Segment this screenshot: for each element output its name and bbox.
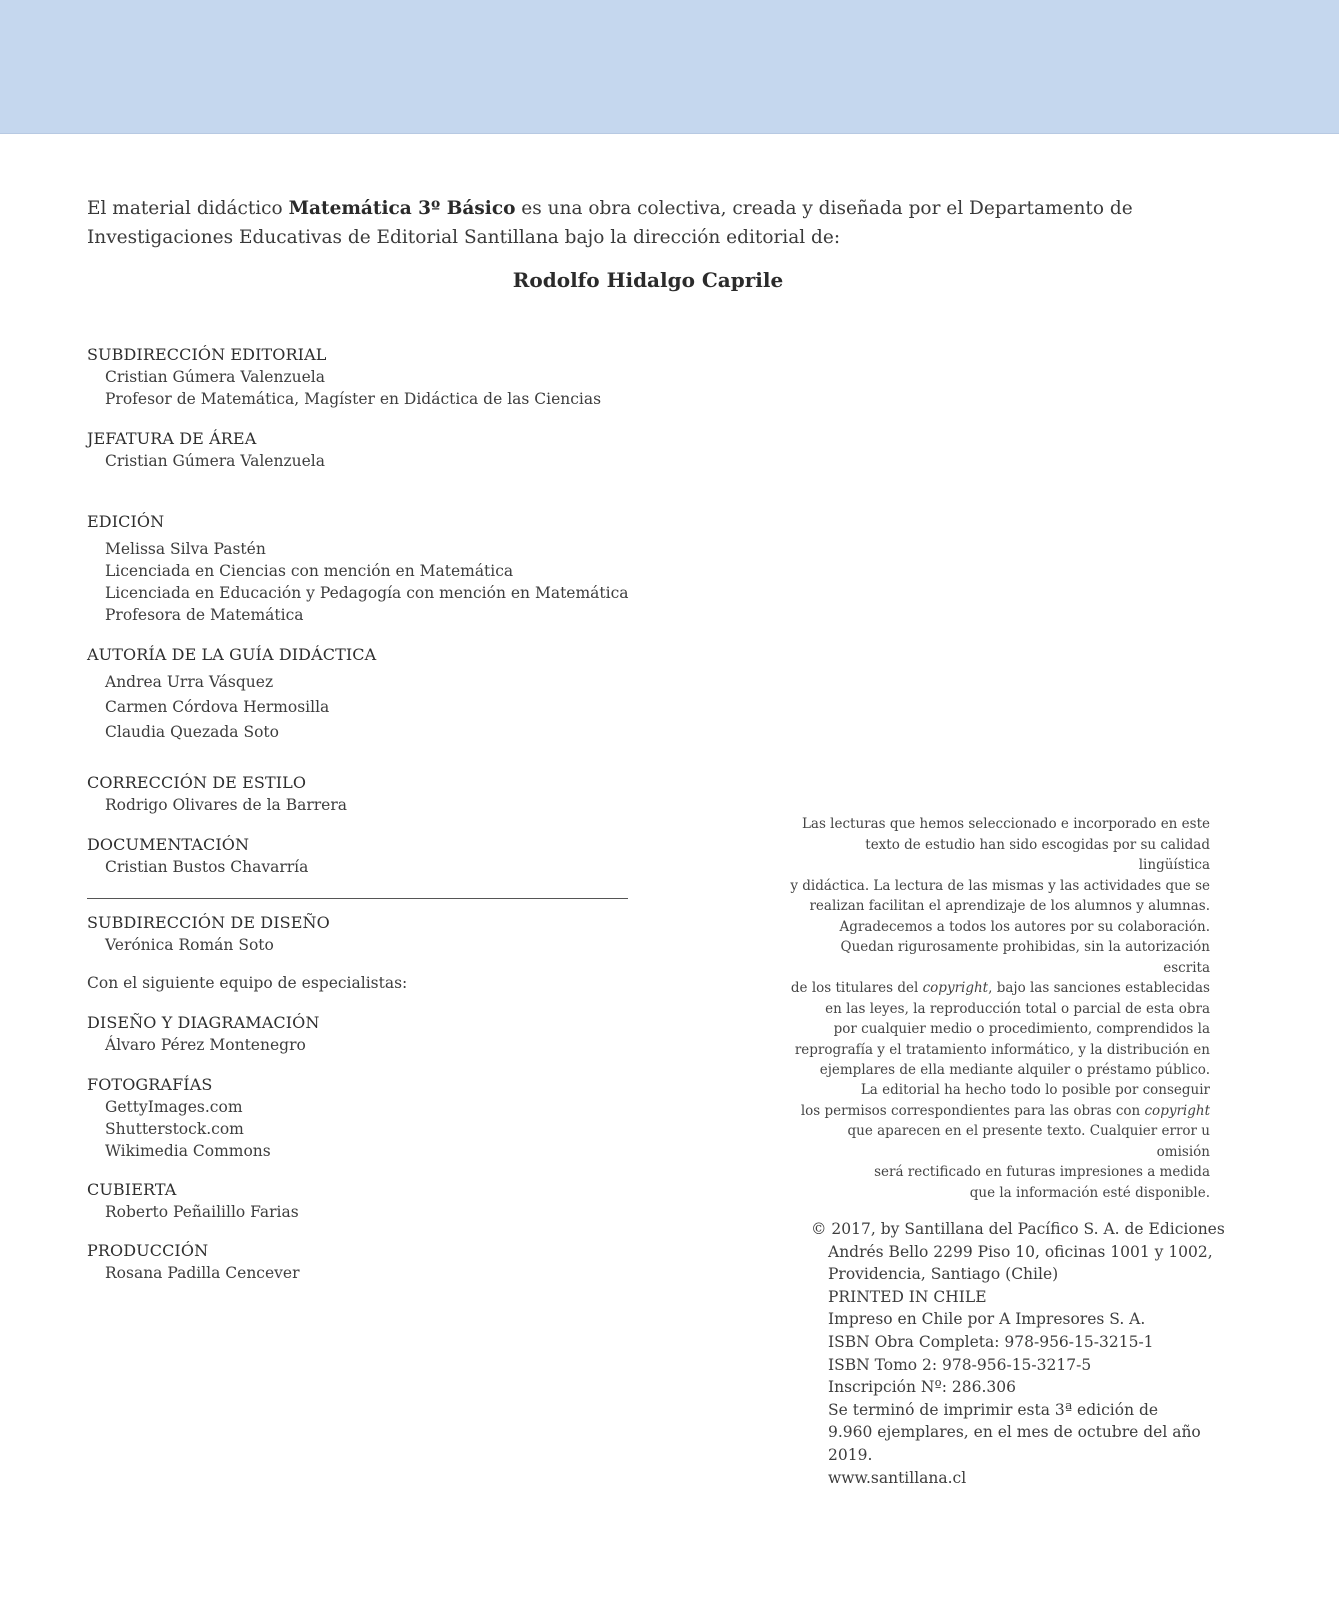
credit-line: Profesor de Matemática, Magíster en Didáctica de las Ciencias <box>105 390 602 408</box>
credit-edicion <box>87 511 647 626</box>
colophon-line: ISBN Tomo 2: 978-956-15-3217-5 <box>828 1355 1092 1374</box>
credit-fotografias <box>87 1074 647 1162</box>
credit-subdireccion-editorial <box>87 344 647 410</box>
colophon-line: 9.960 ejemplares, en el mes de octubre del año 2019. <box>828 1423 1201 1464</box>
legal-line: realizan facilitan el aprendizaje de los alumnos y alumnas. <box>809 898 1210 914</box>
credit-line: Licenciada en Educación y Pedagogía con mención en Matemática <box>105 584 629 602</box>
legal-line: Agradecemos a todos los autores por su colaboración. <box>839 918 1210 935</box>
legal-line <box>790 1101 1210 1122</box>
website-link[interactable]: www.santillana.cl <box>828 1468 967 1487</box>
section-title: PRODUCCIÓN <box>87 1241 209 1260</box>
credit-line: Cristian Bustos Chavarría <box>105 858 309 876</box>
credit-line: Shutterstock.com <box>105 1120 244 1138</box>
credit-line: Verónica Román Soto <box>105 936 274 954</box>
credit-documentacion <box>87 834 647 878</box>
credit-correccion <box>87 772 647 816</box>
legal-line: será rectificado en futuras impresiones a medida <box>874 1164 1210 1180</box>
credit-line: Carmen Córdova Hermosilla <box>105 698 330 716</box>
specialists-note: Con el siguiente equipo de especialistas: <box>87 974 408 992</box>
legal-line: Quedan rigurosamente prohibidas, sin la autorización escrita <box>840 939 1210 976</box>
legal-line: y didáctica. La lectura de las mismas y las actividades que se <box>790 877 1210 894</box>
colophon-line: Andrés Bello 2299 Piso 10, oficinas 1001 y 1002, <box>828 1242 1213 1261</box>
credit-line: Rodrigo Olivares de la Barrera <box>105 796 347 814</box>
colophon-line: PRINTED IN CHILE <box>828 1287 987 1306</box>
legal-line: reprografía y el tratamiento informático, y la distribución en <box>794 1041 1210 1058</box>
section-title: EDICIÓN <box>87 512 165 531</box>
colophon-line: Impreso en Chile por A Impresores S. A. <box>828 1310 1146 1329</box>
book-title: Matemática 3º Básico <box>288 198 516 219</box>
section-title: SUBDIRECCIÓN EDITORIAL <box>87 345 327 364</box>
legal-line <box>790 978 1210 999</box>
section-title: CORRECCIÓN DE ESTILO <box>87 773 307 792</box>
legal-fragment: los permisos correspondientes para las obras con <box>800 1102 1145 1119</box>
legal-fragment: de los titulares del <box>790 980 923 996</box>
legal-italic-term: copyright <box>1144 1102 1210 1119</box>
colophon <box>811 1218 1231 1489</box>
section-title: CUBIERTA <box>87 1180 177 1199</box>
section-title: AUTORÍA DE LA GUÍA DIDÁCTICA <box>87 645 377 664</box>
legal-fragment: , bajo las sanciones establecidas <box>988 980 1210 996</box>
credit-line: Licenciada en Ciencias con mención en Matemática <box>105 562 514 580</box>
legal-copyright-notice <box>790 937 1210 1081</box>
section-title: SUBDIRECCIÓN DE DISEÑO <box>87 913 330 932</box>
credit-line: Profesora de Matemática <box>105 606 304 624</box>
legal-line: que la información esté disponible. <box>969 1184 1210 1201</box>
header-band <box>0 0 1339 134</box>
credit-line: Claudia Quezada Soto <box>105 723 279 741</box>
section-title: FOTOGRAFÍAS <box>87 1075 213 1094</box>
colophon-line: Se terminó de imprimir esta 3ª edición de <box>828 1400 1159 1419</box>
legal-readings-notice <box>790 814 1210 937</box>
legal-line: Las lecturas que hemos seleccionado e incorporado en este <box>801 816 1210 832</box>
colophon-line: ISBN Obra Completa: 978-956-15-3215-1 <box>828 1332 1154 1351</box>
legal-permissions-notice <box>790 1080 1210 1203</box>
intro-paragraph <box>87 194 1217 252</box>
credit-line: Melissa Silva Pastén <box>105 540 266 558</box>
credit-autoria <box>87 644 647 745</box>
legal-italic-term: copyright <box>922 980 989 996</box>
credit-line: Wikimedia Commons <box>105 1142 271 1160</box>
credit-line: Andrea Urra Vásquez <box>105 673 274 691</box>
legal-line: por cualquier medio o procedimiento, comprendidos la <box>833 1021 1210 1037</box>
legal-line: que aparecen en el presente texto. Cualquier error u omisión <box>847 1123 1210 1160</box>
section-title: JEFATURA DE ÁREA <box>87 429 257 448</box>
credit-line: Cristian Gúmera Valenzuela <box>105 368 325 386</box>
credit-subdireccion-diseno <box>87 912 647 956</box>
credit-line: Álvaro Pérez Montenegro <box>105 1036 306 1054</box>
legal-line: ejemplares de ella mediante alquiler o préstamo público. <box>819 1062 1210 1078</box>
colophon-line: Providencia, Santiago (Chile) <box>828 1265 1059 1284</box>
credit-diagramacion <box>87 1012 647 1056</box>
credit-line: GettyImages.com <box>105 1098 243 1116</box>
credit-cubierta <box>87 1179 647 1223</box>
credit-produccion <box>87 1240 647 1284</box>
editorial-director: Rodolfo Hidalgo Caprile <box>512 268 784 292</box>
legal-line: texto de estudio han sido escogidas por su calidad lingüística <box>865 836 1210 873</box>
intro-text-start: El material didáctico <box>87 198 289 219</box>
section-title: DISEÑO Y DIAGRAMACIÓN <box>87 1013 320 1032</box>
intro-text-end: es una obra colectiva, creada y diseñada por el Departamento de Investigaciones Educativas de Editorial Santillana bajo la dirección editorial de: <box>87 198 1133 248</box>
section-title: DOCUMENTACIÓN <box>87 835 250 854</box>
credit-line: Rosana Padilla Cencever <box>105 1264 300 1282</box>
credit-jefatura <box>87 428 647 472</box>
credit-line: Roberto Peñailillo Farias <box>105 1203 299 1221</box>
legal-line: en las leyes, la reproducción total o parcial de esta obra <box>825 1000 1210 1017</box>
credit-line: Cristian Gúmera Valenzuela <box>105 452 325 470</box>
copyright-line: © 2017, by Santillana del Pacífico S. A. de Ediciones <box>811 1220 1225 1238</box>
section-divider <box>87 898 628 899</box>
legal-line: La editorial ha hecho todo lo posible por conseguir <box>860 1082 1210 1098</box>
colophon-line: Inscripción Nº: 286.306 <box>828 1378 1017 1397</box>
